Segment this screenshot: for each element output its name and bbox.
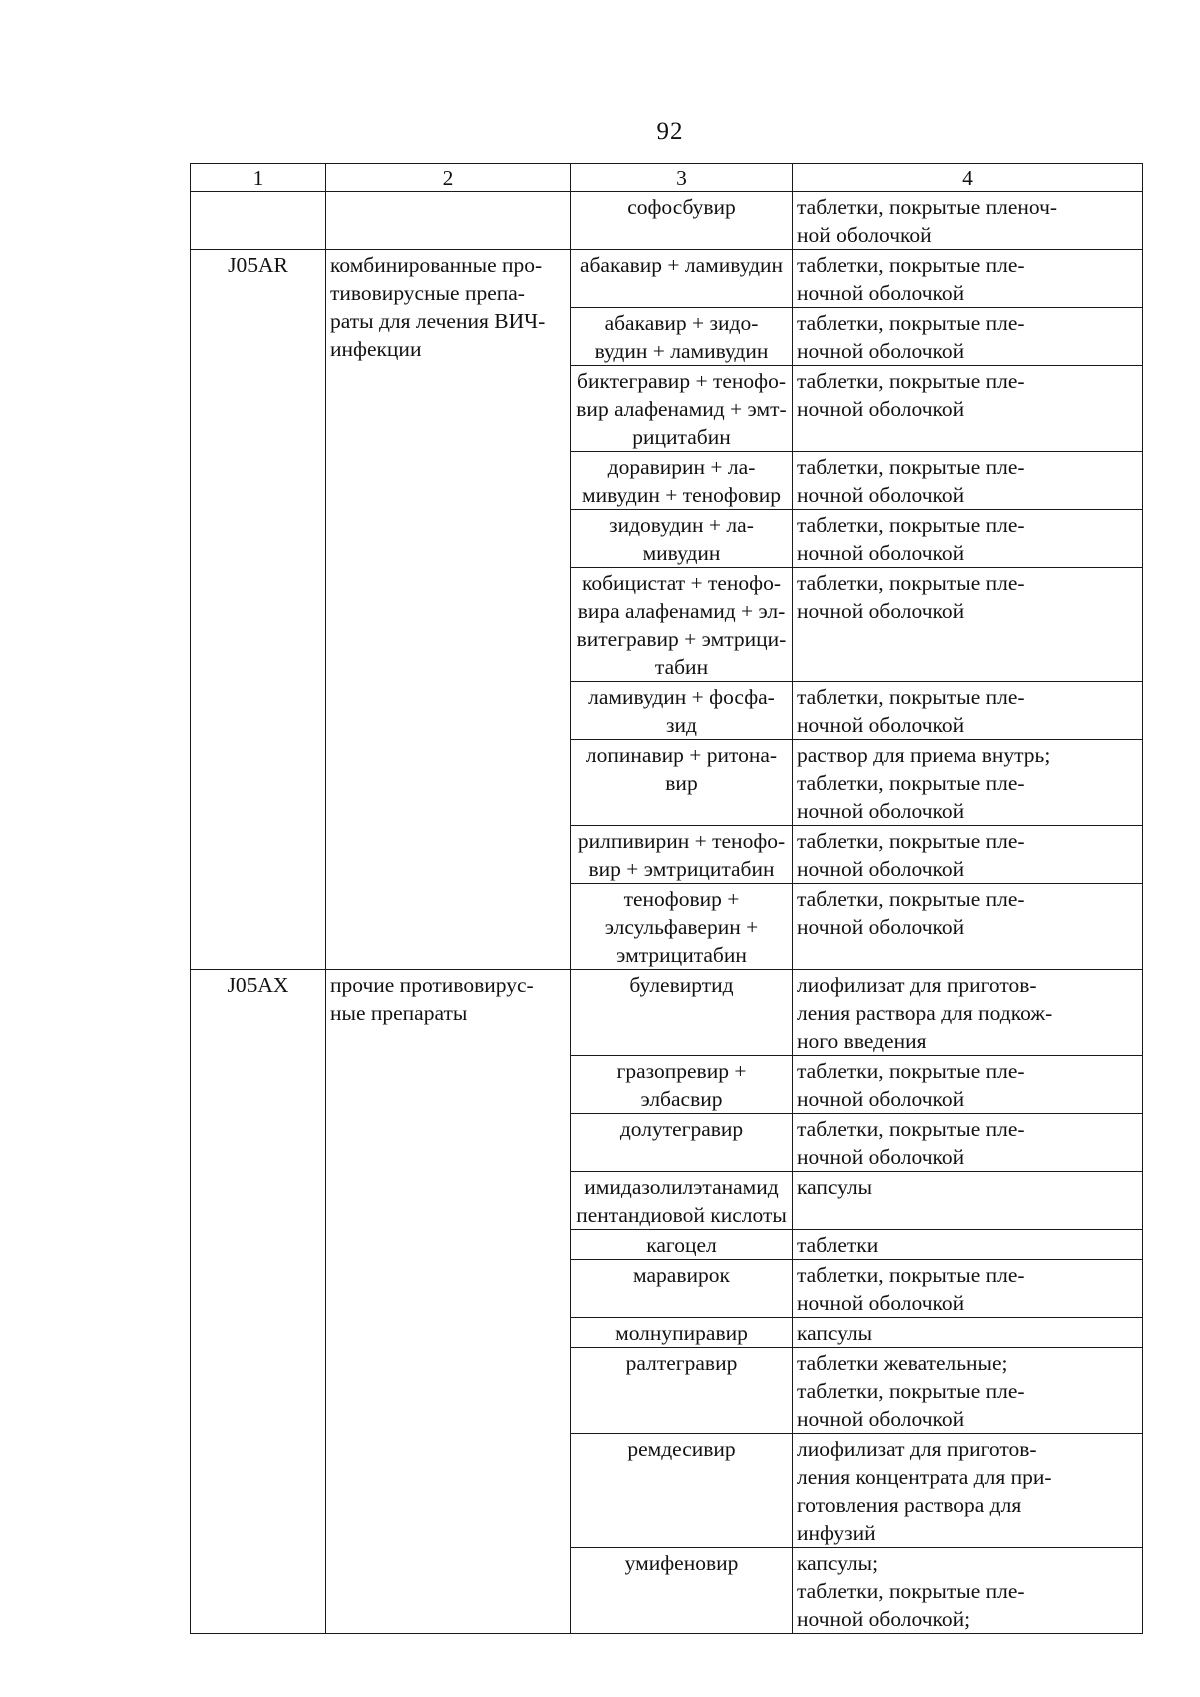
drug-cell xyxy=(571,1114,793,1172)
text-line: таблетки жевательные; xyxy=(797,1351,1008,1375)
text-line: лиофилизат для приготов- xyxy=(797,1437,1037,1461)
text-line: вир + эмтрицитабин xyxy=(588,857,775,881)
text-line: лиофилизат для приготов- xyxy=(797,973,1037,997)
text-line: ночной оболочкой xyxy=(797,1145,965,1169)
drug-cell: софосбувир xyxy=(571,192,793,250)
text-line: ночной оболочкой xyxy=(797,281,965,305)
table-row xyxy=(191,250,1143,308)
form-cell xyxy=(793,1260,1143,1318)
drug-cell xyxy=(571,510,793,568)
text-line: ремдесивир xyxy=(627,1437,736,1461)
text-line: лопинавир + ритона- xyxy=(585,743,778,767)
form-cell xyxy=(793,884,1143,970)
text-line: таблетки xyxy=(797,1233,879,1257)
text-line: капсулы xyxy=(797,1321,873,1345)
text-line: ночной оболочкой xyxy=(797,857,965,881)
drug-cell xyxy=(571,884,793,970)
text-line: имидазолилэтанамид xyxy=(584,1175,779,1199)
text-line: ралтегравир xyxy=(625,1351,738,1375)
text-line: прочие противовирус- xyxy=(330,973,534,997)
text-line: инфекции xyxy=(330,337,422,361)
text-line: ночной оболочкой xyxy=(797,541,965,565)
text-line: табин xyxy=(654,655,709,679)
header-row xyxy=(191,164,1143,192)
text-line: зид xyxy=(666,713,697,737)
text-line: молнупиравир xyxy=(615,1321,748,1345)
text-line: ночной оболочкой xyxy=(797,1291,965,1315)
form-cell xyxy=(793,308,1143,366)
text-line: ночной оболочкой xyxy=(797,799,965,823)
form-cell xyxy=(793,1348,1143,1434)
drug-cell xyxy=(571,1548,793,1634)
text-line: мивудин + тенофовир xyxy=(581,483,782,507)
text-line: таблетки, покрытые пленоч- xyxy=(797,195,1058,219)
text-line: таблетки, покрытые пле- xyxy=(797,685,1025,709)
atc-code-cell: J05AX xyxy=(191,970,326,1634)
table-row xyxy=(191,192,1143,250)
table-body xyxy=(191,164,1143,1634)
form-cell xyxy=(793,1230,1143,1260)
text-line: рицитабин xyxy=(632,425,731,449)
text-line: эмтрицитабин xyxy=(616,943,747,967)
text-line: рилпивирин + тенофо- xyxy=(577,829,786,853)
text-line: доравирин + ла- xyxy=(607,455,756,479)
group-name-cell xyxy=(326,250,571,970)
text-line: таблетки, покрытые пле- xyxy=(797,1117,1025,1141)
text-line: кобицистат + тенофо- xyxy=(581,571,782,595)
drug-cell xyxy=(571,366,793,452)
text-line: ления раствора для подкож- xyxy=(797,1001,1053,1025)
drug-cell xyxy=(571,682,793,740)
text-line: ночной оболочкой xyxy=(797,1087,965,1111)
text-line: гразопревир + xyxy=(616,1059,747,1083)
text-line: умифеновир xyxy=(624,1551,739,1575)
text-line: капсулы; xyxy=(797,1551,879,1575)
text-line: тивовирусные препа- xyxy=(330,281,525,305)
drug-cell xyxy=(571,1348,793,1434)
form-cell xyxy=(793,568,1143,682)
drug-cell xyxy=(571,250,793,308)
text-line: ления концентрата для при- xyxy=(797,1465,1052,1489)
drug-cell xyxy=(571,1230,793,1260)
drug-table xyxy=(190,163,1143,1634)
form-cell xyxy=(793,1318,1143,1348)
text-line: ного введения xyxy=(797,1029,927,1053)
text-line: таблетки, покрытые пле- xyxy=(797,369,1025,393)
text-line: таблетки, покрытые пле- xyxy=(797,771,1025,795)
form-cell xyxy=(793,1434,1143,1548)
code-cell xyxy=(191,192,326,250)
drug-cell xyxy=(571,1056,793,1114)
group-cell xyxy=(326,192,571,250)
drug-cell xyxy=(571,970,793,1056)
column-header: 3 xyxy=(571,164,793,192)
text-line: таблетки, покрытые пле- xyxy=(797,1579,1025,1603)
form-cell xyxy=(793,366,1143,452)
text-line: раствор для приема внутрь; xyxy=(797,743,1051,767)
form-cell xyxy=(793,970,1143,1056)
text-line: таблетки, покрытые пле- xyxy=(797,253,1025,277)
text-line: ночной оболочкой xyxy=(797,915,965,939)
text-line: готовления раствора для xyxy=(797,1493,1022,1517)
form-cell xyxy=(793,682,1143,740)
text-line: ночной оболочкой; xyxy=(797,1607,971,1631)
form-cell xyxy=(793,1548,1143,1634)
text-line: долутегравир xyxy=(619,1117,744,1141)
text-line: ночной оболочкой xyxy=(797,1407,965,1431)
text-line: ной оболочкой xyxy=(797,223,932,247)
text-line: ночной оболочкой xyxy=(797,339,965,363)
text-line: маравирок xyxy=(633,1263,730,1287)
text-line: таблетки, покрытые пле- xyxy=(797,455,1025,479)
text-line: биктегравир + тенофо- xyxy=(577,369,786,393)
text-line: вира алафенамид + эл- xyxy=(577,599,786,623)
text-line: ночной оболочкой xyxy=(797,599,965,623)
drug-cell xyxy=(571,740,793,826)
text-line: таблетки, покрытые пле- xyxy=(797,1059,1025,1083)
text-line: таблетки, покрытые пле- xyxy=(797,1379,1025,1403)
drug-cell xyxy=(571,826,793,884)
atc-code-cell: J05AR xyxy=(191,250,326,970)
text-line: вудин + ламивудин xyxy=(594,339,769,363)
text-line: кагоцел xyxy=(646,1233,717,1257)
text-line: зидовудин + ла- xyxy=(609,513,754,537)
text-line: элсульфаверин + xyxy=(604,915,759,939)
text-line: таблетки, покрытые пле- xyxy=(797,311,1025,335)
form-cell xyxy=(793,1172,1143,1230)
text-line: вир алафенамид + эмт- xyxy=(576,397,787,421)
form-cell xyxy=(793,250,1143,308)
text-line: таблетки, покрытые пле- xyxy=(797,1263,1025,1287)
text-line: абакавир + зидо- xyxy=(604,311,759,335)
form-cell xyxy=(793,1056,1143,1114)
form-cell xyxy=(793,510,1143,568)
form-cell xyxy=(793,826,1143,884)
column-header: 1 xyxy=(191,164,326,192)
text-line: ночной оболочкой xyxy=(797,397,965,421)
text-line: комбинированные про- xyxy=(330,253,543,277)
form-cell xyxy=(793,1114,1143,1172)
text-line: абакавир + ламивудин xyxy=(579,253,784,277)
form-cell xyxy=(793,452,1143,510)
drug-cell xyxy=(571,1434,793,1548)
text-line: инфузий xyxy=(797,1521,876,1545)
column-header: 4 xyxy=(793,164,1143,192)
text-line: раты для лечения ВИЧ- xyxy=(330,309,546,333)
text-line: ночной оболочкой xyxy=(797,483,965,507)
text-line: таблетки, покрытые пле- xyxy=(797,829,1025,853)
drug-cell xyxy=(571,452,793,510)
drug-cell xyxy=(571,1260,793,1318)
text-line: витегравир + эмтрици- xyxy=(576,627,787,651)
drug-cell xyxy=(571,1318,793,1348)
form-cell xyxy=(793,192,1143,250)
text-line: мивудин xyxy=(642,541,721,565)
text-line: ные препараты xyxy=(330,1001,468,1025)
text-line: таблетки, покрытые пле- xyxy=(797,571,1025,595)
drug-cell xyxy=(571,308,793,366)
text-line: булевиртид xyxy=(629,973,734,997)
text-line: таблетки, покрытые пле- xyxy=(797,887,1025,911)
drug-cell xyxy=(571,1172,793,1230)
drug-cell xyxy=(571,568,793,682)
text-line: вир xyxy=(665,771,698,795)
column-header: 2 xyxy=(326,164,571,192)
text-line: элбасвир xyxy=(640,1087,723,1111)
text-line: ламивудин + фосфа- xyxy=(588,685,775,709)
text-line: ночной оболочкой xyxy=(797,713,965,737)
table-row xyxy=(191,970,1143,1056)
text-line: тенофовир + xyxy=(623,887,740,911)
text-line: пентандиовой кислоты xyxy=(576,1203,787,1227)
text-line: капсулы xyxy=(797,1175,873,1199)
page-number: 92 xyxy=(656,118,684,145)
group-name-cell xyxy=(326,970,571,1634)
text-line: таблетки, покрытые пле- xyxy=(797,513,1025,537)
form-cell xyxy=(793,740,1143,826)
